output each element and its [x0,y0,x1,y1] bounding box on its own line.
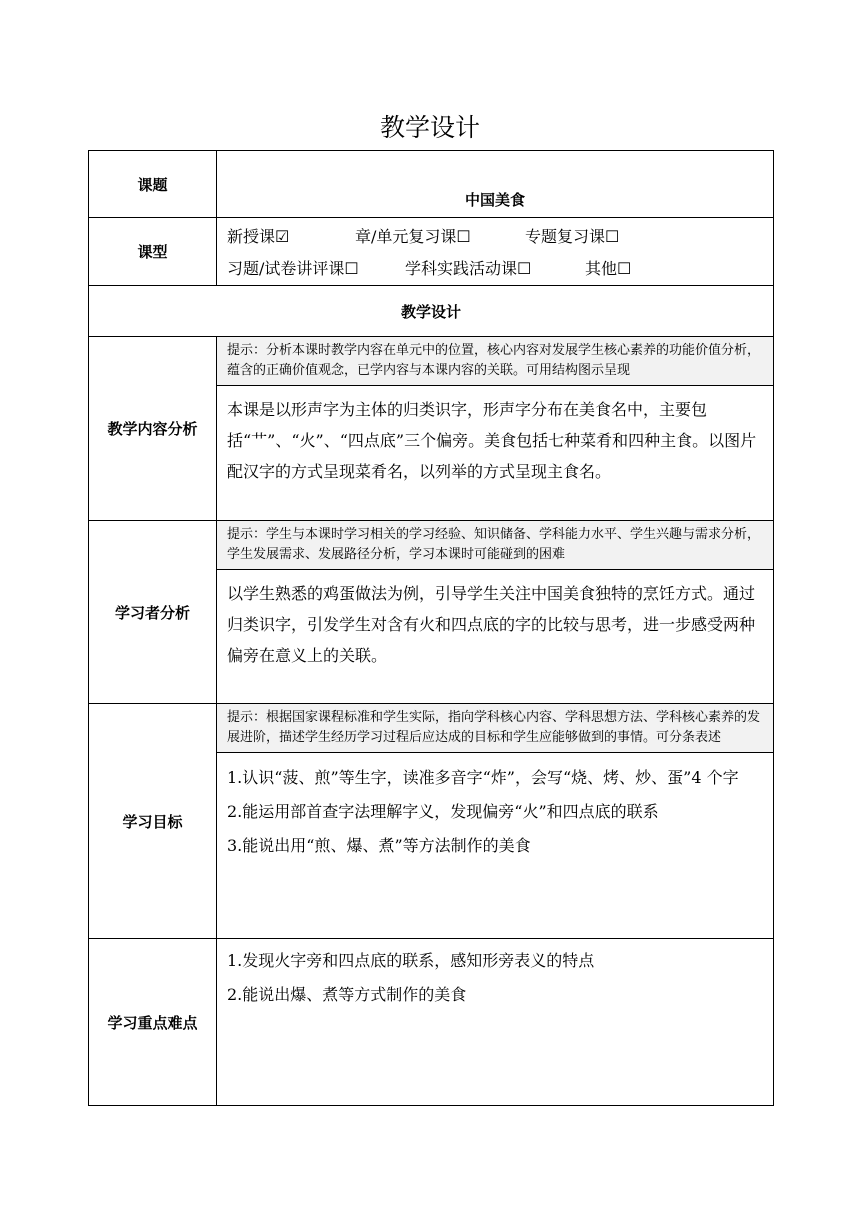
option-new-lesson: 新授课☑ [227,227,290,246]
key-point-item: 2.能说出爆、煮等方式制作的美食 [227,985,467,1004]
lesson-type-line-1 [217,221,773,253]
document-title: 教学设计 [379,113,480,142]
content-analysis-cell [217,337,774,521]
content-analysis-label: 教学内容分析 [89,337,217,521]
learning-goal-item: 1.认识“菠、煎”等生字，读准多音字“炸”，会写“烧、烤、炒、蛋”4 个字 [227,768,739,787]
content-analysis-hint: 提示：分析本课时教学内容在单元中的位置，核心内容对发展学生核心素养的功能价值分析，蕴含的正确价值观念，已学内容与本课内容的关联。可用结构图示呈现 [217,337,773,386]
content-analysis-row [89,337,774,521]
lesson-type-label: 课型 [89,218,217,286]
learning-goals-hint: 提示：根据国家课程标准和学生实际，指向学科核心内容、学科思想方法、学科核心素养的发展进阶，描述学生经历学习过程后应达成的目标和学生应能够做到的事情。可分条表述 [217,704,773,753]
learning-goals-label: 学习目标 [89,704,217,939]
learning-goals-cell [217,704,774,939]
learner-analysis-label: 学习者分析 [89,521,217,704]
content-analysis-text: 本课是以形声字为主体的归类识字，形声字分布在美食名中，主要包括“艹”、“火”、“四点底”三个偏旁。美食包括七种菜肴和四种主食。以图片配汉字的方式呈现菜肴名，以列举的方式呈现主食名。 [227,400,757,481]
subject-value: 中国美食 [217,151,774,218]
key-point-item: 1.发现火字旁和四点底的联系，感知形旁表义的特点 [227,951,595,970]
subject-row [89,151,774,218]
learner-analysis-text: 以学生熟悉的鸡蛋做法为例，引导学生关注中国美食独特的烹饪方式。通过归类识字，引发学生对含有火和四点底的字的比较与思考，进一步感受两种偏旁在意义上的关联。 [227,584,756,665]
learning-goal-item: 3.能说出用“煎、爆、煮”等方法制作的美食 [227,836,531,855]
option-practice-activity: 学科实践活动课☐ [405,259,532,278]
learner-analysis-row [89,521,774,704]
subject-label: 课题 [89,151,217,218]
lesson-type-options [217,218,774,286]
key-points-cell [217,939,774,1106]
option-other: 其他☐ [585,259,632,278]
key-points-list [217,939,773,1012]
lesson-type-line-2 [217,253,773,285]
learning-goals-row [89,704,774,939]
option-topic-review: 专题复习课☐ [525,227,620,246]
lesson-type-row [89,218,774,286]
design-section-heading: 教学设计 [89,286,774,337]
learning-goals-list [217,753,773,863]
option-unit-review: 章/单元复习课☐ [355,227,471,246]
learner-analysis-hint: 提示：学生与本课时学习相关的学习经验、知识储备、学科能力水平、学生兴趣与需求分析，学生发展需求、发展路径分析，学习本课时可能碰到的困难 [217,521,773,570]
lesson-design-table [88,150,774,1106]
key-points-label: 学习重点难点 [89,939,217,1106]
learning-goal-item: 2.能运用部首查字法理解字义，发现偏旁“火”和四点底的联系 [227,802,659,821]
design-header-row [89,286,774,337]
key-points-row [89,939,774,1106]
learner-analysis-cell [217,521,774,704]
option-exercise-review: 习题/试卷讲评课☐ [227,259,359,278]
